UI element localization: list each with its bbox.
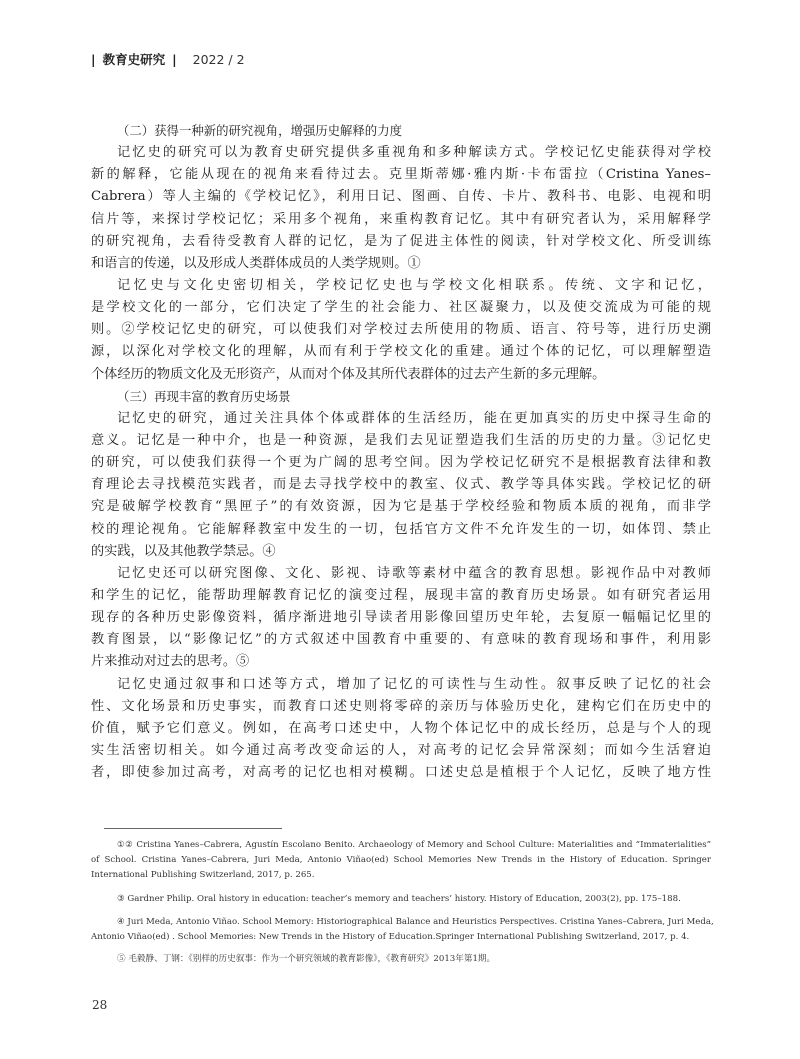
footnote — [91, 838, 711, 853]
footnote-text: ④ Juri Meda, Antonio Viñao. School Memory: Historiographical Balance and Heuristics Perspectives. Cristina Yanes–Cabrera, Juri Meda, — [117, 917, 714, 927]
body-text-line: 的研究，可以使我们获得一个更为广阔的思考空间。因为学校记忆研究不是根据教育法律和教 — [91, 455, 711, 471]
body-text-line: 校的理论视角。它能解释教室中发生的一切，包括官方文件不允许发生的一切，如体罚、禁止 — [91, 521, 711, 537]
footnote-text: Antonio Viñao(ed) . School Memories: New Trends in the History of Education.Springer International Publishing Switzerland, 2017, p. 4. — [91, 932, 690, 942]
body-text-line: 的研究视角，去看待受教育人群的记忆，是为了促进主体性的阅读，针对学校文化、所受训练 — [91, 233, 711, 249]
footnote-text: International Publishing Switzerland, 2017, p. 265. — [91, 870, 315, 880]
body-text-line: 价值，赋予它们意义。例如，在高考口述史中，人物个体记忆中的成长经历，总是与个人的现 — [91, 720, 711, 736]
body-text-line: 记忆史还可以研究图像、文化、影视、诗歌等素材中蕴含的教育思想。影视作品中对教师 — [117, 565, 711, 581]
body-text-line: 现存的各种历史影像资料，循序渐进地引导读者用影像回望历史年轮，去复原一幅幅记忆里的 — [91, 610, 711, 626]
footnote — [91, 868, 711, 883]
body-text-line: 和语言的传递，以及形成人类群体成员的人类学规则。① — [91, 255, 421, 271]
section-subheading: （二）获得一种新的研究视角，增强历史解释的力度 — [117, 123, 402, 138]
footnote-text: of School. Cristina Yanes–Cabrera, Juri Meda, Antonio Viñao(ed) School Memories New Trends in the History of Education. Springer — [91, 855, 711, 865]
header-bar-left: | — [91, 52, 96, 67]
footnote — [91, 853, 711, 868]
body-text-line: 育理论去寻找模范实践者，而是去寻找学校中的教室、仪式、教学等具体实践。学校记忆的研 — [91, 477, 711, 493]
body-text-line: 的实践，以及其他教学禁忌。④ — [91, 543, 276, 559]
body-text-line: 记忆史的研究，通过关注具体个体或群体的生活经历，能在更加真实的历史中探寻生命的 — [117, 410, 711, 426]
body-text-line: 记忆史的研究可以为教育史研究提供多重视角和多种解读方式。学校记忆史能获得对学校 — [117, 145, 711, 161]
footnote-text: ①② Cristina Yanes–Cabrera, Agustín Escolano Benito. Archaeology of Memory and School Culture: Materialities and “Immaterialities” — [117, 840, 711, 850]
body-text-line: Cabrera）等人主编的《学校记忆》，利用日记、图画、自传、卡片、教科书、电影、电视和明 — [91, 189, 711, 205]
body-text-line: 记忆史与文化史密切相关，学校记忆史也与学校文化相联系。传统、文字和记忆， — [117, 277, 711, 293]
body-text-line: 实生活密切相关。如今通过高考改变命运的人，对高考的记忆会异常深刻；而如今生活窘迫 — [91, 742, 711, 758]
body-text-line: 记忆史通过叙事和口述等方式，增加了记忆的可读性与生动性。叙事反映了记忆的社会 — [117, 676, 711, 692]
running-header — [91, 50, 245, 68]
issue-number: 2022 / 2 — [192, 52, 245, 67]
body-text-line: 性、文化场景和历史事实，而教育口述史则将零碎的亲历与体验历史化，建构它们在历史中的 — [91, 698, 711, 714]
body-text-line: 是学校文化的一部分，它们决定了学生的社会能力、社区凝聚力，以及使交流成为可能的规 — [91, 300, 711, 316]
header-bar-right: | — [172, 52, 177, 67]
body-text-line: 则。②学校记忆史的研究，可以使我们对学校过去所使用的物质、语言、符号等，进行历史溯 — [91, 322, 711, 338]
body-text-line: 者，即使参加过高考，对高考的记忆也相对模糊。口述史总是植根于个人记忆，反映了地方性 — [91, 765, 711, 781]
journal-title: 教育史研究 — [102, 52, 166, 67]
section-subheading: （三）再现丰富的教育历史场景 — [117, 388, 291, 404]
footnote-text: ③ Gardner Philip. Oral history in education: teacher’s memory and teachers’ history. History of Education, 2003(2), pp. 175–188. — [117, 894, 681, 904]
footnote — [91, 952, 711, 967]
footnote — [91, 930, 711, 945]
body-text-line: 新的解释，它能从现在的视角来看待过去。克里斯蒂娜·雅内斯·卡布雷拉（Cristina Yanes– — [91, 167, 711, 183]
footnote-divider — [104, 828, 282, 829]
body-text-line: 片来推动对过去的思考。⑤ — [91, 654, 250, 670]
body-text-line: 教育图景，以“影像记忆”的方式叙述中国教育中重要的、有意味的教育现场和事件，利用影 — [91, 632, 711, 648]
footnote — [91, 915, 714, 930]
footnote — [91, 892, 711, 907]
body-text-line: 源，以深化对学校文化的理解，从而有利于学校文化的重建。通过个体的记忆，可以理解塑造 — [91, 344, 711, 360]
page-number: 28 — [92, 998, 108, 1012]
body-text-line: 个体经历的物质文化及无形资产，从而对个体及其所代表群体的过去产生新的多元理解。 — [91, 366, 606, 382]
article-body — [91, 120, 711, 784]
body-text-line: 和学生的记忆，能帮助理解教育记忆的演变过程，展现丰富的教育历史场景。如有研究者运用 — [91, 587, 711, 603]
body-text-line: 意义。记忆是一种中介，也是一种资源，是我们去见证塑造我们生活的历史的力量。③记忆史 — [91, 432, 711, 448]
footnote-text: ⑤ 毛毅静、丁钢：《别样的历史叙事：作为一个研究领域的教育影像》，《教育研究》2013年第1期。 — [117, 954, 496, 964]
body-text-line: 信片等，来探讨学校记忆；采用多个视角，来重构教育记忆。其中有研究者认为，采用解释学 — [91, 211, 711, 227]
body-text-line: 究是破解学校教育“黑匣子”的有效资源，因为它是基于学校经验和物质本质的视角，而非学 — [91, 499, 711, 515]
